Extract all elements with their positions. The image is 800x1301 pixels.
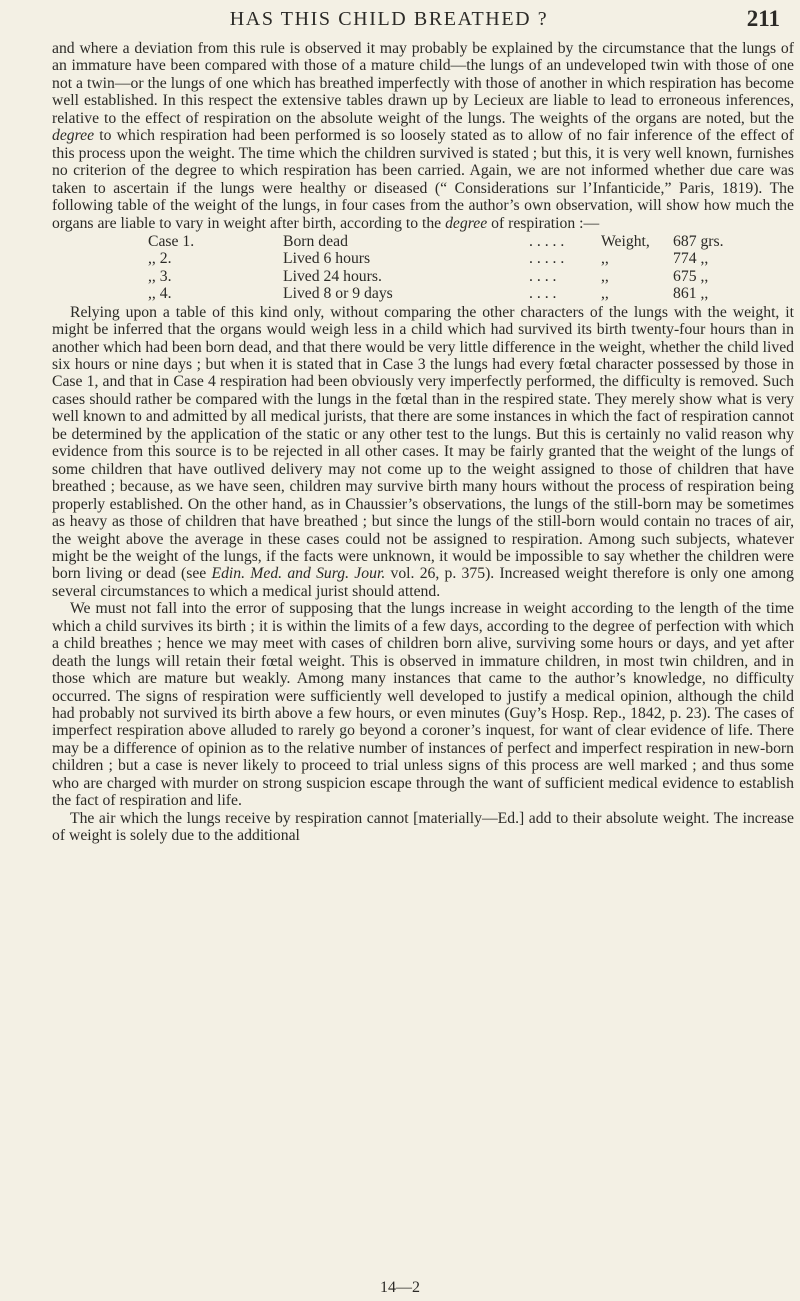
paragraph-2: [52, 304, 794, 601]
case-description: Lived 8 or 9 days: [283, 285, 393, 303]
weight-label: ,,: [601, 285, 609, 303]
running-header: [58, 6, 780, 36]
page-body: [52, 40, 794, 845]
leader-dots: . . . . .: [529, 250, 565, 268]
signature-mark: 14—2: [380, 1279, 420, 1296]
case-label: ,, 3.: [148, 267, 172, 285]
case-description: Lived 6 hours: [283, 250, 371, 268]
case-label: ,, 4.: [148, 285, 172, 303]
weight-label: ,,: [601, 250, 609, 268]
table-row: [52, 250, 733, 267]
weight-label: ,,: [601, 267, 609, 285]
paragraph-1-italic-degree: degree: [52, 127, 95, 145]
paragraph-1: [52, 40, 794, 232]
leader-dots: . . . .: [529, 285, 557, 303]
case-description: Born dead: [283, 232, 348, 250]
paragraph-2-text: Relying upon a table of this kind only, without comparing the other characters of the lungs with the weight, it might be inferred that the organs would weigh less in a child which had survived its birth twenty-four hours than in another which had been born dead, and that there would be very little difference in the weight, whether the child lived six hours or nine days ; but when it is stated that in Case 3 the lungs had every fœtal character possessed by those in Case 1, and that in Case 4 respiration had been obviously very imperfectly performed, the difficulty is removed. Such cases should rather be compared with the lungs in the fœtal than in the respired state. They merely show what is very well known to and admitted by all medical jurists, that there are some instances in which the fact of respiration cannot be determined by the application of the static or any other test to the lungs. But this is certainly no valid reason why evidence from this source is to be rejected in all other cases. It may be fairly granted that the weight of the lungs of some children that have outlived delivery may not come up to the weight assigned to those of children that have breathed ; because, as we have seen, children may survive birth many hours without the process of respiration being properly established. On the other hand, as in Chaussier’s observations, the lungs of the still-born may be sometimes as heavy as those of children that have breathed ; but since the lungs of the still-born would contain no traces of air, the weight above the average in these cases could not be assigned to respiration. Among such subjects, whatever might be the weight of the lungs, if the facts were unknown, it would be impossible to say whether the children were born living or dead (see: [52, 303, 794, 583]
table-row: [52, 268, 733, 285]
case-label: ,, 2.: [148, 250, 172, 268]
leader-dots: . . . . .: [529, 232, 565, 250]
paragraph-1-text-b: to which respiration had been performed is so loosely stated as to allow of no fair inference of the effect of this process upon the weight. The time which the children survived is stated ; but this, it is very well known, furnishes no criterion of the degree to which respiration has been carried. Again, we are not informed whether due care was taken to ascertain if the lungs were healthy or diseased (“ Considerations sur l’Infanticide,” Paris, 1819). The following table of the weight of the lungs, in four cases from the author’s own observation, will show how much the organs are liable to vary in weight after birth, according to the: [52, 127, 794, 232]
paragraph-2-text-b: vol. 26, p. 375). Increased weight therefore is only one among several circumstances to which a medical jurist should attend.: [52, 565, 794, 600]
paragraph-3: We must not fall into the error of supposing that the lungs increase in weight according to the length of the time which a child survives its birth ; it is within the limits of a few days, according to the degree of perfection with which a child breathes ; hence we may meet with cases of children born alive, surviving some hours or days, and yet after death the lungs will retain their fœtal weight. This is observed in immature children, in most twin children, and in those which are mature but weakly. Among many instances that came to the author’s knowledge, no difficulty occurred. The signs of respiration were sufficiently well developed to justify a medical opinion, although the child had probably not survived its birth above a few hours, or even minutes (Guy’s Hosp. Rep., 1842, p. 23). The cases of imperfect respiration above alluded to rarely go beyond a coroner’s inquest, for want of clear evidence of life. There may be a difference of opinion as to the relative number of instances of perfect and imperfect respiration in new-born children ; but a case is never likely to proceed to trial unless signs of this process are well marked ; and thus some who are charged with murder on strong suspicion escape through the want of sufficient medical evidence to establish the fact of respiration and life.: [52, 600, 794, 810]
weight-label: Weight,: [601, 232, 650, 250]
paragraph-2-italic-citation: Edin. Med. and Surg. Jour.: [211, 565, 386, 583]
table-row: [52, 233, 733, 250]
weight-value: 774 ,,: [673, 250, 709, 268]
running-title: HAS THIS CHILD BREATHED ?: [229, 8, 549, 30]
leader-dots: . . . .: [529, 267, 557, 285]
paragraph-4: The air which the lungs receive by respiration cannot [materially—Ed.] add to their absolute weight. The increase of weight is solely due to the additional: [52, 809, 794, 845]
weight-value: 687 grs.: [673, 232, 724, 250]
page-number: 211: [746, 6, 780, 31]
case-label: Case 1.: [148, 232, 195, 250]
weight-value: 675 ,,: [673, 267, 709, 285]
paragraph-1-text-c: of respiration :—: [487, 214, 600, 232]
case-description: Lived 24 hours.: [283, 267, 382, 285]
lung-weight-table: [52, 233, 733, 303]
table-row: [52, 285, 733, 302]
weight-value: 861 ,,: [673, 285, 709, 303]
paragraph-1-italic-degree-2: degree: [445, 214, 488, 232]
paragraph-1-text: and where a deviation from this rule is observed it may probably be explained by the circumstance that the lungs of an immature have been compared with those of a mature child—the lungs of an undeveloped twin with those of one not a twin—or the lungs of one which has breathed imperfectly with those of another in which respiration has become well established. In this respect the extensive tables drawn up by Lecieux are liable to lead to erroneous inferences, relative to the effect of respiration on the absolute weight of the lungs. The weights of the organs are noted, but the: [52, 40, 794, 127]
